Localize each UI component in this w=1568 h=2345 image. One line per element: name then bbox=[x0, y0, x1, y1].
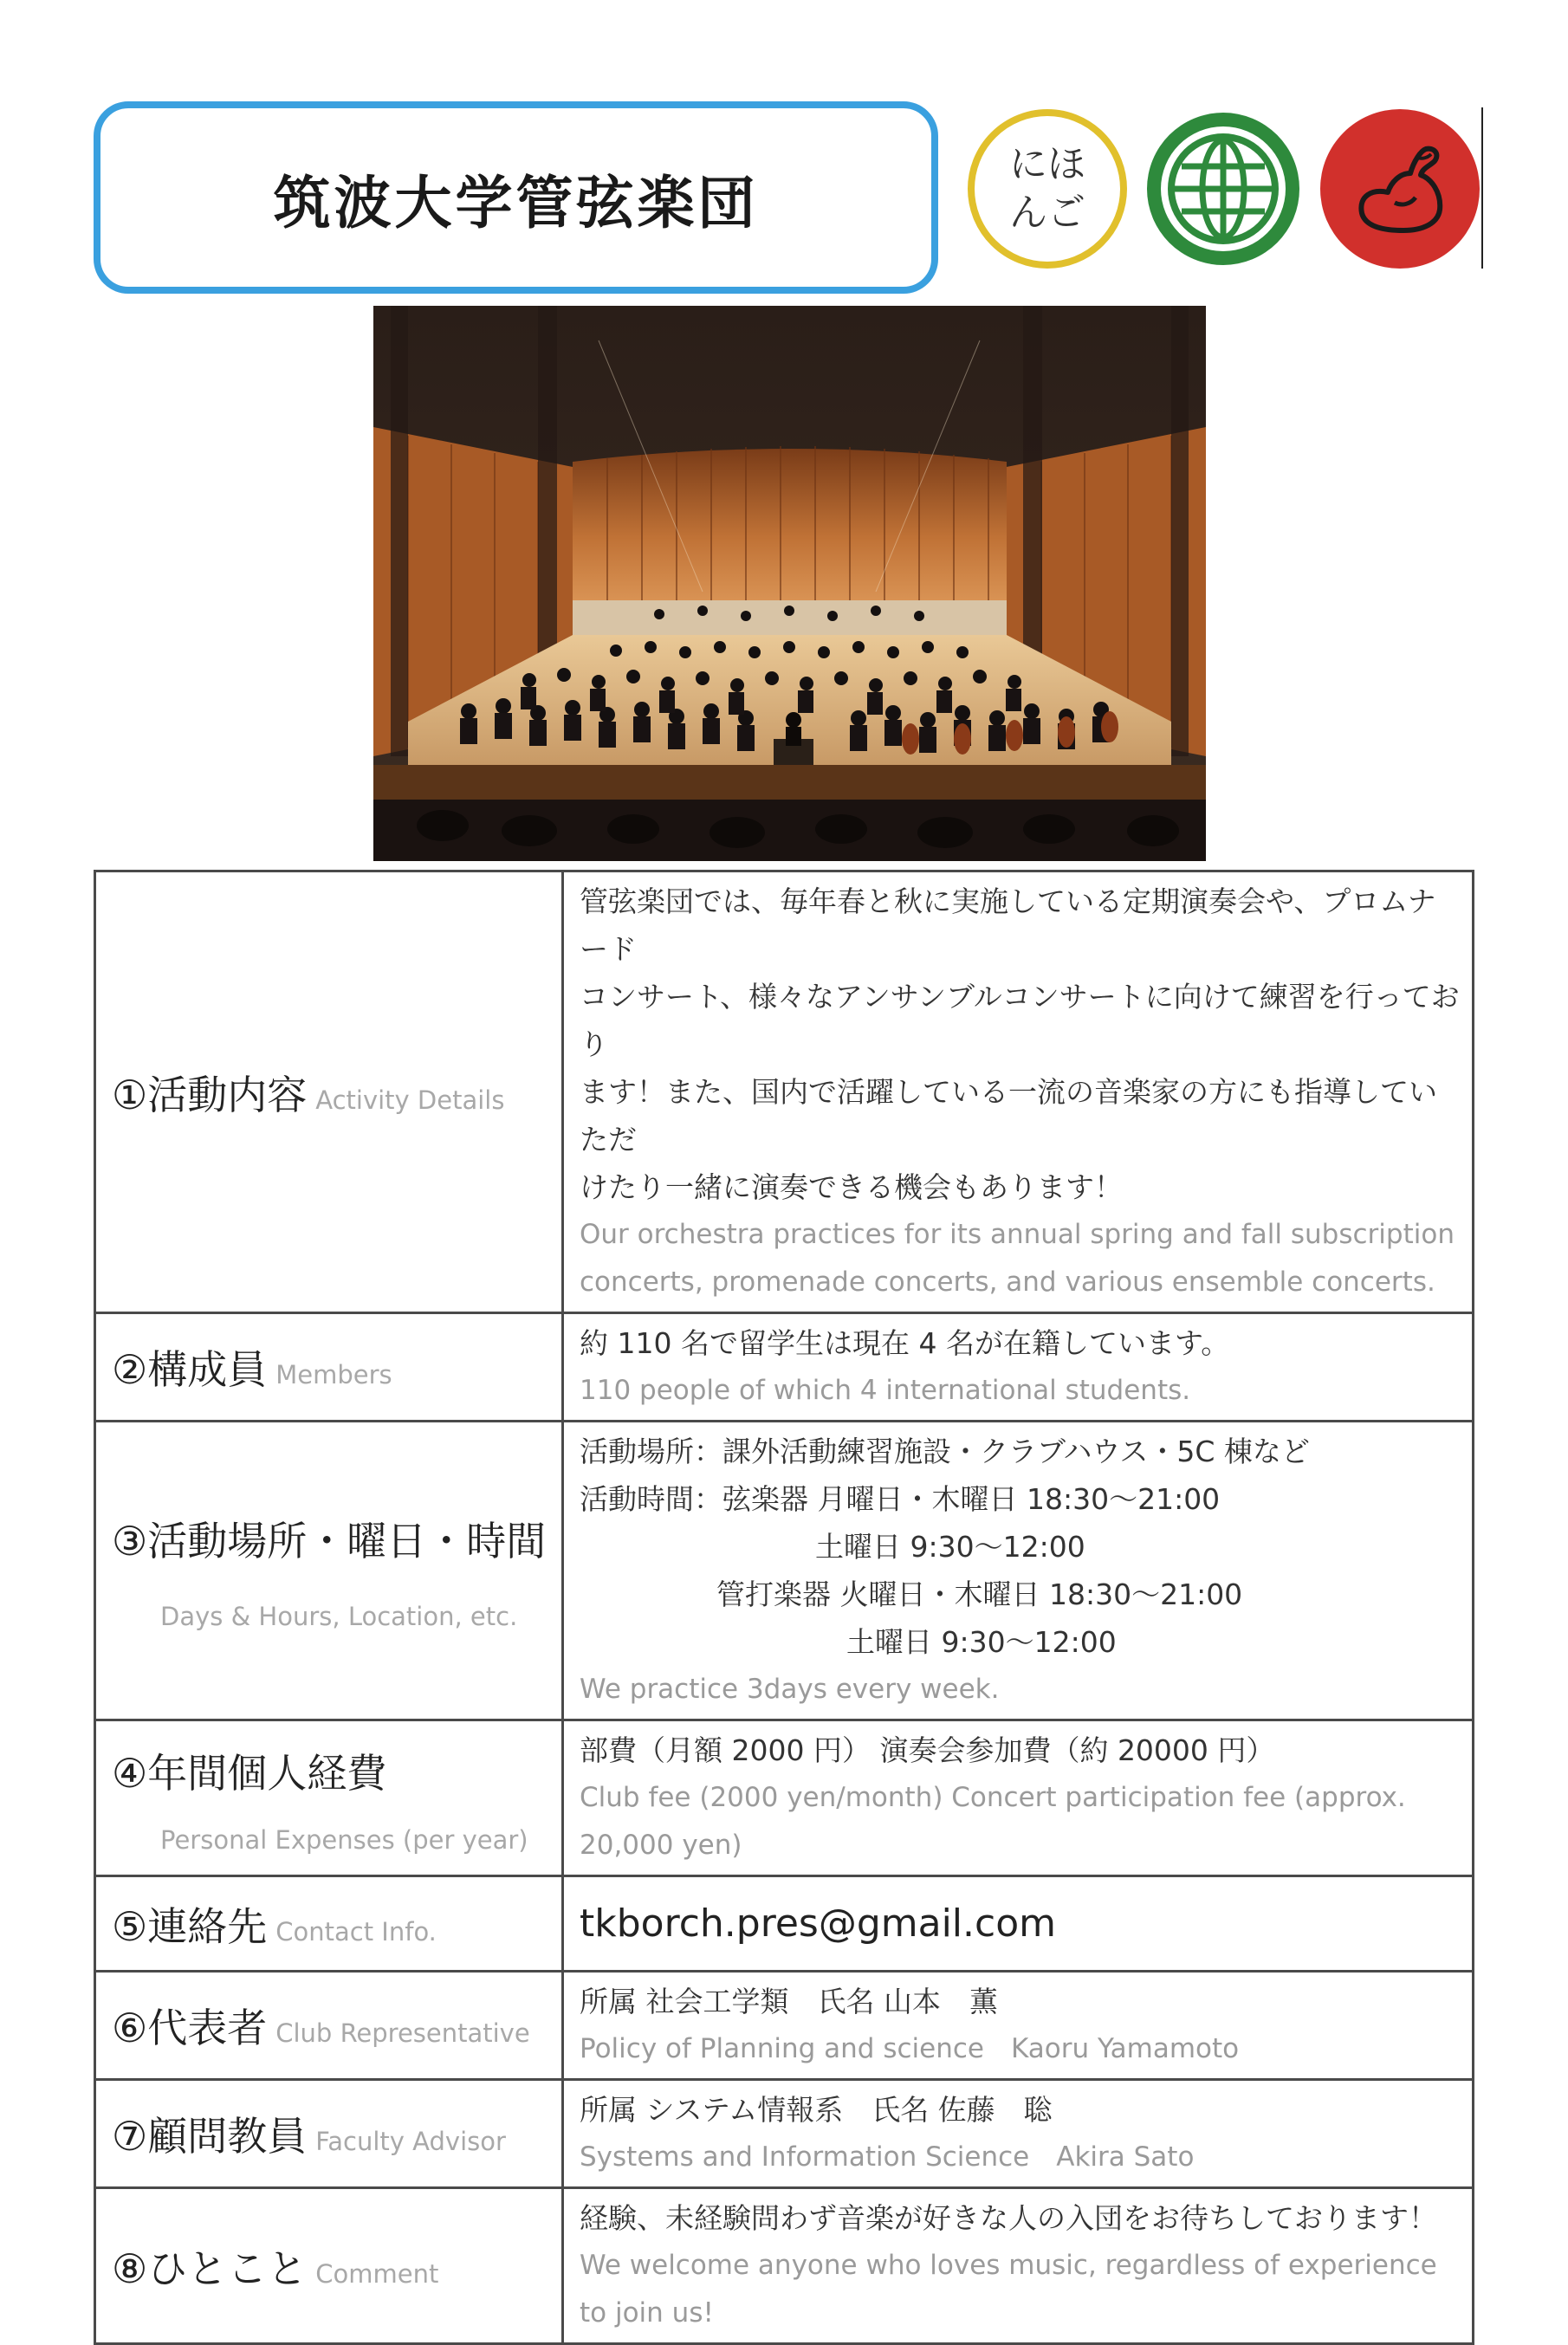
row-label-cell bbox=[95, 1720, 563, 1876]
row-label-en: Members bbox=[275, 1360, 392, 1390]
table-row bbox=[95, 2188, 1474, 2344]
content-jp-line: 管弦楽団では、毎年春と秋に実施している定期演奏会や、プロムナード bbox=[580, 884, 1436, 966]
row-label-cell bbox=[95, 1422, 563, 1720]
table-row bbox=[95, 1720, 1474, 1876]
table-row bbox=[95, 871, 1474, 1313]
table-row bbox=[95, 2080, 1474, 2188]
content-en-line: Club fee (2000 yen/month) Concert participation fee (approx. bbox=[580, 1782, 1406, 1813]
row-content-cell bbox=[563, 1313, 1474, 1422]
orchestra-concert-photo bbox=[373, 306, 1206, 861]
content-jp-line: 管打楽器 火曜日・木曜日 18:30～21:00 bbox=[716, 1577, 1243, 1611]
content-en-line: to join us! bbox=[580, 2297, 714, 2329]
content-jp-line: 経験、未経験問わず音楽が好きな人の入団をお待ちしております！ bbox=[580, 2201, 1437, 2235]
content-en-line: Policy of Planning and science Kaoru Yamamoto bbox=[580, 2033, 1240, 2064]
table-row bbox=[95, 1972, 1474, 2080]
content-en-line: We welcome anyone who loves music, regardless of experience bbox=[580, 2250, 1437, 2281]
content-jp-line: 部費（月額 2000 円） 演奏会参加費（約 20000 円） bbox=[580, 1733, 1275, 1767]
row-label-en: Activity Details bbox=[315, 1085, 505, 1115]
row-label-cell bbox=[95, 1972, 563, 2080]
content-jp-line: 活動場所：課外活動練習施設・クラブハウス・5C 棟など bbox=[580, 1435, 1310, 1468]
content-jp-line: 活動時間：弦楽器 月曜日・木曜日 18:30～21:00 bbox=[580, 1482, 1221, 1516]
content-en-line: Systems and Information Science Akira Sato bbox=[580, 2141, 1195, 2173]
row-label-jp: ⑧ひとこと bbox=[112, 2245, 308, 2292]
content-en-line: concerts, promenade concerts, and various ensemble concerts. bbox=[580, 1266, 1435, 1298]
row-label-en: Personal Expenses (per year) bbox=[160, 1824, 528, 1855]
content-en-line: 20,000 yen) bbox=[580, 1830, 742, 1861]
row-label-jp: ①活動内容 bbox=[112, 1071, 308, 1118]
table-row bbox=[95, 1313, 1474, 1422]
row-label-en: Club Representative bbox=[275, 2018, 530, 2048]
row-content-cell bbox=[563, 1876, 1474, 1972]
contact-email[interactable]: tkborch.pres@gmail.com bbox=[580, 1901, 1056, 1946]
row-content-cell bbox=[563, 1972, 1474, 2080]
content-jp-line: コンサート、様々なアンサンブルコンサートに向けて練習を行っており bbox=[580, 980, 1460, 1061]
row-content-cell bbox=[563, 871, 1474, 1313]
content-en-line: 110 people of which 4 international students. bbox=[580, 1375, 1191, 1406]
row-content-cell bbox=[563, 1720, 1474, 1876]
row-label-jp: ⑦顧問教員 bbox=[112, 2113, 308, 2160]
content-jp-line: 土曜日 9:30～12:00 bbox=[815, 1530, 1085, 1564]
row-label-cell bbox=[95, 2080, 563, 2188]
row-label-cell bbox=[95, 1876, 563, 1972]
content-en-line: We practice 3days every week. bbox=[580, 1674, 1000, 1705]
row-label-cell bbox=[95, 871, 563, 1313]
content-jp-line: ます！また、国内で活躍している一流の音楽家の方にも指導していただ bbox=[580, 1075, 1437, 1156]
info-table bbox=[94, 870, 1474, 2345]
row-label-jp: ②構成員 bbox=[112, 1346, 268, 1393]
content-jp-line: 土曜日 9:30～12:00 bbox=[846, 1625, 1117, 1659]
divider bbox=[1481, 107, 1483, 269]
nihongo-badge-line2: んご bbox=[1009, 191, 1085, 235]
row-label-cell bbox=[95, 2188, 563, 2344]
muscle-arm-icon bbox=[1320, 109, 1480, 269]
page-title: 筑波大学管弦楽団 bbox=[273, 169, 759, 236]
row-label-cell bbox=[95, 1313, 563, 1422]
row-label-jp: ⑥代表者 bbox=[112, 2005, 268, 2051]
nihongo-badge-line1: にほ bbox=[1009, 142, 1085, 186]
row-label-jp: ⑤連絡先 bbox=[112, 1902, 268, 1950]
content-jp-line: 約 110 名で留学生は現在 4 名が在籍しています。 bbox=[580, 1326, 1230, 1360]
row-label-en: Faculty Advisor bbox=[315, 2127, 506, 2156]
content-jp-line: けたり一緒に演奏できる機会もあります！ bbox=[580, 1170, 1123, 1204]
nihongo-badge bbox=[968, 109, 1127, 269]
row-label-jp: ④年間個人経費 bbox=[112, 1749, 387, 1797]
title-box bbox=[94, 101, 938, 294]
content-jp-line: 所属 システム情報系 氏名 佐藤 聡 bbox=[580, 2093, 1053, 2127]
row-label-en: Comment bbox=[315, 2258, 439, 2289]
table-row bbox=[95, 1422, 1474, 1720]
row-label-jp: ③活動場所・曜日・時間 bbox=[112, 1518, 547, 1564]
table-row bbox=[95, 1876, 1474, 1972]
content-en-line: Our orchestra practices for its annual spring and fall subscription bbox=[580, 1219, 1455, 1250]
row-label-en: Contact Info. bbox=[275, 1916, 437, 1947]
row-content-cell bbox=[563, 2080, 1474, 2188]
globe-icon bbox=[1144, 109, 1303, 269]
row-label-en: Days & Hours, Location, etc. bbox=[160, 1602, 518, 1631]
content-jp-line: 所属 社会工学類 氏名 山本 薫 bbox=[580, 1985, 998, 2018]
row-content-cell bbox=[563, 1422, 1474, 1720]
row-content-cell bbox=[563, 2188, 1474, 2344]
